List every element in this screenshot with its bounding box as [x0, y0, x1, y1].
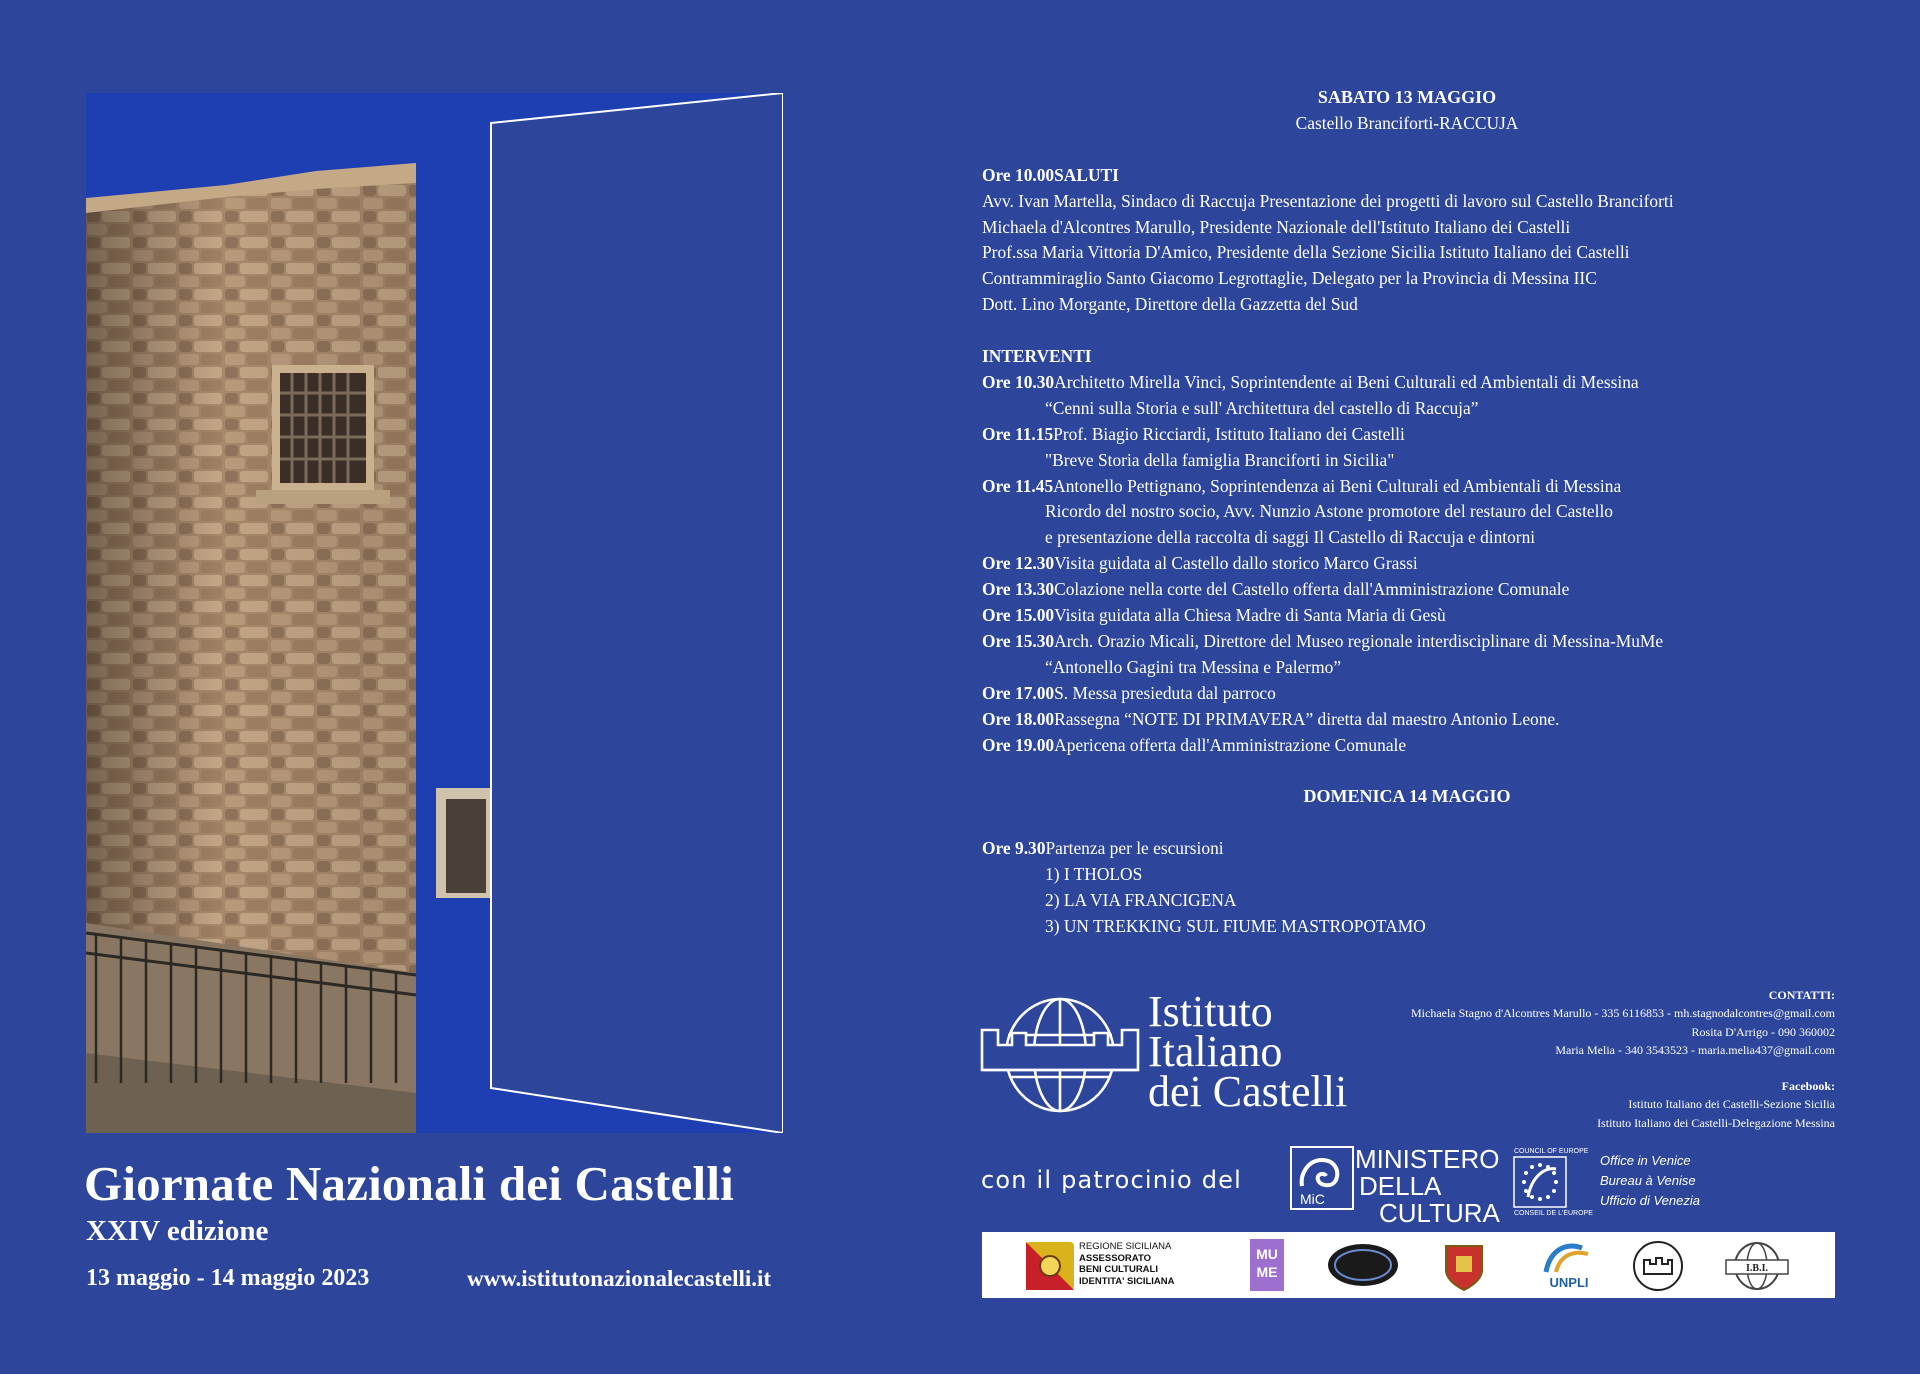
- castle-circle-icon: [1632, 1240, 1684, 1297]
- ministry-logo-icon: [1290, 1146, 1354, 1215]
- contact-line: Michaela Stagno d'Alcontres Marullo - 335 6116853 - mh.stagnodalcontres@gmail.com: [1410, 1006, 1835, 1021]
- facebook-line: Istituto Italiano dei Castelli-Sezione Sicilia: [1628, 1097, 1835, 1112]
- excursion-item: 1) I THOLOS: [1045, 864, 1143, 885]
- town-crest-icon: [1442, 1240, 1486, 1297]
- program-item: Ore 11.15Prof. Biagio Ricciardi, Istituto Italiano dei Castelli: [982, 423, 1405, 444]
- program-item: Ore 17.00S. Messa presieduta dal parroco: [982, 682, 1276, 703]
- program-item: Ore 10.30Architetto Mirella Vinci, Soprintendente ai Beni Culturali ed Ambientali di Messina: [982, 371, 1639, 392]
- event-title: Giornate Nazionali dei Castelli: [84, 1156, 734, 1211]
- program-item-sub: “Cenni sulla Storia e sull' Architettura del castello di Raccuja”: [1045, 397, 1479, 418]
- program-item-sub: "Breve Storia della famiglia Branciforti in Sicilia": [1045, 449, 1395, 470]
- edition-label: XXIV edizione: [86, 1215, 269, 1247]
- contacts-label: CONTATTI:: [1768, 988, 1835, 1002]
- unpli-logo: UNPLI: [1536, 1240, 1602, 1290]
- contact-line: Rosita D'Arrigo - 090 360002: [1691, 1024, 1835, 1039]
- interventi-heading: INTERVENTI: [982, 346, 1092, 367]
- program-item-sub: “Antonello Gagini tra Messina e Palermo”: [1045, 656, 1342, 677]
- institute-name: Istituto Italiano dei Castelli: [1148, 987, 1348, 1116]
- region-text: REGIONE SICILIANA ASSESSORATO BENI CULTURALI IDENTITA' SICILIANA: [1079, 1241, 1175, 1287]
- saluti-line: Dott. Lino Morgante, Direttore della Gazzetta del Sud: [982, 294, 1358, 315]
- contact-line: Maria Melia - 340 3543523 - maria.melia437@gmail.com: [1555, 1042, 1835, 1057]
- saluti-heading: Ore 10.00SALUTI: [982, 164, 1119, 185]
- program-item: Ore 15.00Visita guidata alla Chiesa Madre di Santa Maria di Gesù: [982, 605, 1446, 626]
- sicily-region-logo: [1024, 1240, 1076, 1297]
- saluti-line: Michaela d'Alcontres Marullo, Presidente Nazionale dell'Istituto Italiano dei Castelli: [982, 216, 1571, 237]
- event-dates: 13 maggio - 14 maggio 2023: [86, 1265, 370, 1291]
- program-item: Ore 12.30Visita guidata al Castello dallo storico Marco Grassi: [982, 553, 1418, 574]
- ministry-name: MINISTERO DELLA CULTURA: [1355, 1144, 1500, 1228]
- excursion-item: 2) LA VIA FRANCIGENA: [1045, 890, 1237, 911]
- program-item-sub: e presentazione della raccolta di saggi Il Castello di Raccuja e dintorni: [1045, 527, 1536, 548]
- association-badge-icon: [1326, 1242, 1400, 1293]
- svg-text:CONSEIL DE L'EUROPE: CONSEIL DE L'EUROPE: [1514, 1210, 1593, 1217]
- day2-item: Ore 9.30Partenza per le escursioni: [982, 838, 1224, 859]
- facebook-line: Istituto Italiano dei Castelli-Delegazione Messina: [1597, 1115, 1835, 1130]
- ibi-logo: [1722, 1240, 1792, 1297]
- excursion-item: 3) UN TREKKING SUL FIUME MASTROPOTAMO: [1045, 915, 1426, 936]
- day1-title: SABATO 13 MAGGIO: [1317, 87, 1497, 107]
- coe-office-text: Office in Venice Bureau à Venise Ufficio di Venezia: [1600, 1153, 1700, 1208]
- svg-text:I.B.I.: I.B.I.: [1746, 1263, 1768, 1274]
- program: [982, 85, 1842, 940]
- program-item: Ore 13.30Colazione nella corte del Castello offerta dall'Amministrazione Comunale: [982, 579, 1570, 600]
- day2-title: DOMENICA 14 MAGGIO: [1303, 786, 1511, 807]
- saluti-line: Avv. Ivan Martella, Sindaco di Raccuja Presentazione dei progetti di lavoro sul Castello Branciforti: [982, 190, 1674, 211]
- svg-text:MiC: MiC: [1300, 1191, 1325, 1207]
- day1-location: Castello Branciforti-RACCUJA: [1295, 112, 1519, 133]
- facebook-label: Facebook:: [1781, 1079, 1835, 1094]
- mume-logo: MU ME: [1250, 1239, 1284, 1291]
- institute-globe-logo: [980, 995, 1140, 1125]
- program-item: Ore 11.45Antonello Pettignano, Soprintendenza ai Beni Culturali ed Ambientali di Messina: [982, 475, 1622, 496]
- svg-text:COUNCIL OF EUROPE: COUNCIL OF EUROPE: [1514, 1148, 1589, 1155]
- saluti-line: Prof.ssa Maria Vittoria D'Amico, Presidente della Sezione Sicilia Istituto Italiano dei Castelli: [982, 242, 1630, 263]
- program-item-sub: Ricordo del nostro socio, Avv. Nunzio Astone promotore del restauro del Castello: [1045, 501, 1613, 522]
- program-item: Ore 19.00Apericena offerta dall'Amministrazione Comunale: [982, 734, 1407, 755]
- program-item: Ore 15.30Arch. Orazio Micali, Direttore del Museo regionale interdisciplinare di Messina-MuMe: [982, 631, 1664, 651]
- website-link[interactable]: www.istitutonazionalecastelli.it: [467, 1266, 772, 1291]
- castle-photo: [86, 93, 783, 1133]
- council-of-europe-logo: [1512, 1145, 1594, 1222]
- contacts: [1300, 986, 1835, 1132]
- sponsors-strip: [982, 1232, 1835, 1298]
- patronage-text: con il patrocinio del: [981, 1166, 1242, 1194]
- program-item: Ore 18.00Rassegna “NOTE DI PRIMAVERA” diretta dal maestro Antonio Leone.: [982, 708, 1560, 729]
- saluti-line: Contrammiraglio Santo Giacomo Legrottaglie, Delegato per la Provincia di Messina IIC: [982, 268, 1597, 289]
